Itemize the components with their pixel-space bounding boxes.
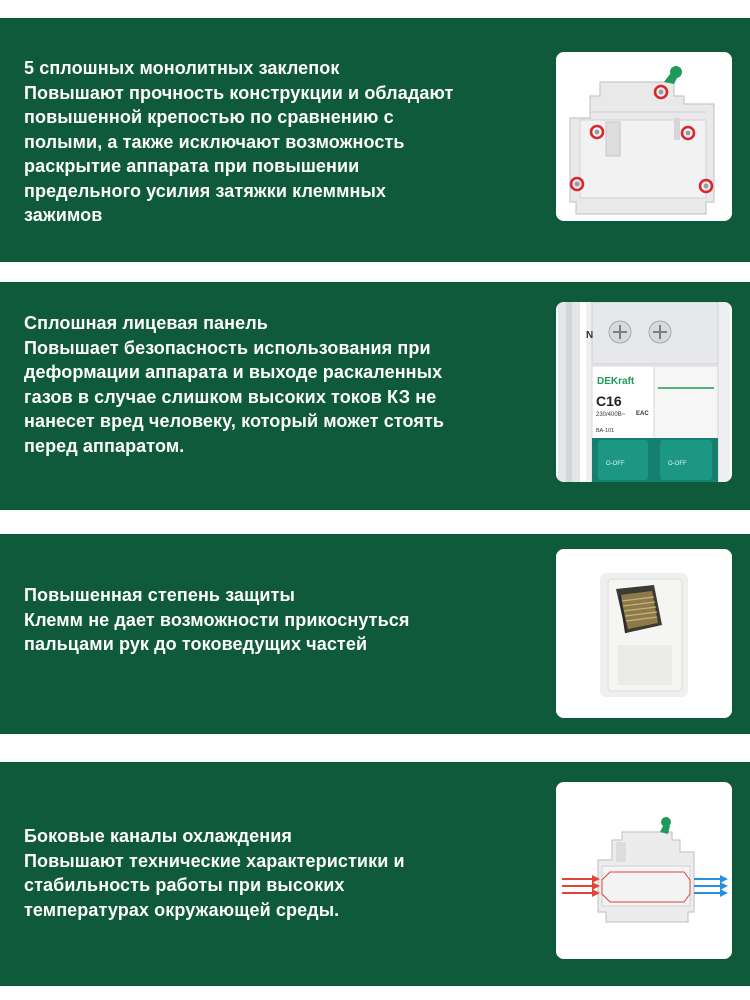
- feature-title: 5 сплошных монолитных заклепок: [24, 58, 340, 78]
- feature-title: Боковые каналы охлаждения: [24, 826, 292, 846]
- feature-line: перед аппаратом.: [24, 435, 185, 456]
- feature-line: Повышает безопасность использования при: [24, 337, 431, 358]
- spec-text: 230/400В~: [596, 412, 626, 418]
- n-label: N: [586, 330, 594, 341]
- rating-text: C16: [596, 393, 622, 409]
- feature-line: пальцами рук до токоведущих частей: [24, 634, 368, 654]
- feature-line: Повышают прочность конструкции и обладают: [24, 82, 454, 103]
- feature-title: Повышенная степень защиты: [24, 585, 295, 605]
- feature-text: [24, 56, 534, 228]
- feature-card-front-panel: [0, 282, 750, 510]
- breaker-rivets-photo: [556, 52, 732, 221]
- feature-line: зажимов: [24, 205, 103, 225]
- eac-mark: EAC: [636, 411, 649, 417]
- model-text: ВА-101: [596, 428, 615, 434]
- feature-line: Повышают технические характеристики и: [24, 850, 405, 871]
- feature-line: температурах окружающей среды.: [24, 899, 340, 920]
- feature-line: полыми, а также исключают возможность: [24, 131, 405, 152]
- hot-air-arrows: [562, 875, 600, 897]
- feature-line: Клемм не дает возможности прикоснуться: [24, 609, 410, 630]
- terminal-closeup-photo: [556, 549, 732, 718]
- feature-line: газов в случае слишком высоких токов КЗ не: [24, 386, 437, 407]
- breaker-front-panel-photo: [556, 302, 732, 482]
- feature-text: [24, 311, 534, 458]
- switch-state-left: О-OFF: [606, 461, 625, 467]
- feature-line: нанесет вред человеку, который может стоять: [24, 411, 445, 431]
- breaker-cooling-channels-photo: [556, 782, 732, 959]
- feature-text: [24, 824, 534, 922]
- switch-state-right: О-OFF: [668, 461, 687, 467]
- feature-line: стабильность работы при высоких: [24, 875, 345, 895]
- feature-title: Сплошная лицевая панель: [24, 313, 268, 333]
- feature-card-cooling: [0, 762, 750, 986]
- feature-line: повышенной крепостью по сравнению с: [24, 107, 394, 127]
- brand-text: DEKraft: [597, 376, 635, 387]
- cool-air-arrows: [694, 875, 728, 897]
- feature-card-protection: [0, 534, 750, 734]
- feature-line: деформации аппарата и выходе раскаленных: [24, 362, 443, 382]
- feature-line: предельного усилия затяжки клеммных: [24, 180, 387, 201]
- feature-line: раскрытие аппарата при повышении: [24, 156, 360, 176]
- feature-text: [24, 583, 534, 657]
- feature-card-rivets: [0, 18, 750, 262]
